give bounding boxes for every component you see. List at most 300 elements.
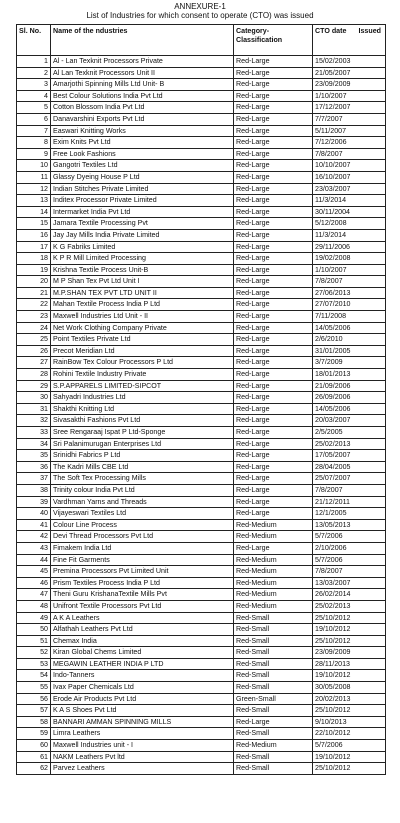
row-cto-date: 27/07/2010 <box>313 299 386 311</box>
row-sl-no: 33 <box>17 427 51 439</box>
table-row <box>17 183 386 195</box>
row-sl-no: 15 <box>17 218 51 230</box>
table-row <box>17 102 386 114</box>
row-sl-no: 8 <box>17 137 51 149</box>
row-industry-name: Amarjothi Spinning Mills Ltd Unit- B <box>51 79 234 91</box>
row-cto-date: 22/10/2012 <box>313 728 386 740</box>
row-category: Red-Large <box>234 322 313 334</box>
table-row <box>17 600 386 612</box>
row-industry-name: Jay Jay Mills India Private Limited <box>51 229 234 241</box>
row-cto-date: 21/09/2006 <box>313 380 386 392</box>
row-sl-no: 41 <box>17 519 51 531</box>
row-industry-name: Parvez Leathers <box>51 763 234 775</box>
row-industry-name: Indo-Tanners <box>51 670 234 682</box>
row-category: Red-Large <box>234 56 313 68</box>
row-sl-no: 31 <box>17 403 51 415</box>
row-sl-no: 11 <box>17 171 51 183</box>
row-category: Red-Small <box>234 682 313 694</box>
table-row <box>17 195 386 207</box>
row-sl-no: 55 <box>17 682 51 694</box>
table-row <box>17 67 386 79</box>
row-sl-no: 27 <box>17 357 51 369</box>
row-industry-name: Fine Fit Garments <box>51 554 234 566</box>
row-industry-name: Devi Thread Processors Pvt Ltd <box>51 531 234 543</box>
row-industry-name: Exim Knits Pvt Ltd <box>51 137 234 149</box>
row-industry-name: S.P.APPARELS LIMITED-SIPCOT <box>51 380 234 392</box>
row-industry-name: Premina Processors Pvt Limited Unit <box>51 566 234 578</box>
row-category: Red-Large <box>234 345 313 357</box>
table-row <box>17 276 386 288</box>
row-industry-name: Fimakem India Ltd <box>51 542 234 554</box>
row-sl-no: 43 <box>17 542 51 554</box>
row-category: Red-Medium <box>234 589 313 601</box>
header-cto-date-label: CTO date <box>315 27 347 35</box>
row-sl-no: 59 <box>17 728 51 740</box>
row-cto-date: 25/02/2013 <box>313 438 386 450</box>
table-row <box>17 299 386 311</box>
row-cto-date: 26/02/2014 <box>313 589 386 601</box>
row-cto-date: 31/01/2005 <box>313 345 386 357</box>
table-row <box>17 728 386 740</box>
table-row <box>17 357 386 369</box>
row-cto-date: 9/10/2013 <box>313 716 386 728</box>
row-industry-name: Prism Textiles Process India P Ltd <box>51 577 234 589</box>
row-sl-no: 5 <box>17 102 51 114</box>
table-row <box>17 461 386 473</box>
row-sl-no: 56 <box>17 693 51 705</box>
row-category: Red-Large <box>234 113 313 125</box>
row-sl-no: 52 <box>17 647 51 659</box>
row-category: Red-Large <box>234 79 313 91</box>
row-cto-date: 7/8/2007 <box>313 484 386 496</box>
row-cto-date: 21/05/2007 <box>313 67 386 79</box>
row-industry-name: Unifront Textile Processors Pvt Ltd <box>51 600 234 612</box>
row-category: Red-Large <box>234 183 313 195</box>
row-category: Red-Large <box>234 102 313 114</box>
row-cto-date: 26/09/2006 <box>313 392 386 404</box>
row-sl-no: 13 <box>17 195 51 207</box>
table-row <box>17 473 386 485</box>
row-category: Red-Large <box>234 206 313 218</box>
row-category: Red-Large <box>234 148 313 160</box>
table-row <box>17 496 386 508</box>
table-row <box>17 415 386 427</box>
table-row <box>17 531 386 543</box>
table-row <box>17 624 386 636</box>
row-category: Red-Small <box>234 728 313 740</box>
row-sl-no: 49 <box>17 612 51 624</box>
row-category: Red-Large <box>234 276 313 288</box>
row-category: Red-Large <box>234 484 313 496</box>
row-industry-name: NAKM Leathers Pvt ltd <box>51 751 234 763</box>
row-category: Red-Small <box>234 763 313 775</box>
document-subtitle: List of Industries for which consent to operate (CTO) was issued <box>86 11 314 20</box>
row-category: Red-Large <box>234 508 313 520</box>
row-cto-date: 19/02/2008 <box>313 253 386 265</box>
row-industry-name: M.P.SHAN TEX PVT LTD UNIT II <box>51 287 234 299</box>
row-category: Red-Small <box>234 751 313 763</box>
table-row <box>17 137 386 149</box>
row-industry-name: Glassy Dyeing House P Ltd <box>51 171 234 183</box>
row-cto-date: 25/10/2012 <box>313 612 386 624</box>
table-row <box>17 125 386 137</box>
table-row <box>17 542 386 554</box>
row-industry-name: Indian Stitches Private Limited <box>51 183 234 195</box>
row-category: Red-Large <box>234 334 313 346</box>
row-category: Red-Large <box>234 542 313 554</box>
row-industry-name: Easwari Knitting Works <box>51 125 234 137</box>
header-name: Name of the ndustries <box>51 25 234 56</box>
row-cto-date: 13/03/2007 <box>313 577 386 589</box>
row-sl-no: 51 <box>17 635 51 647</box>
row-cto-date: 16/10/2007 <box>313 171 386 183</box>
table-row <box>17 670 386 682</box>
row-category: Red-Large <box>234 369 313 381</box>
industries-table <box>16 24 386 775</box>
row-sl-no: 3 <box>17 79 51 91</box>
row-category: Red-Medium <box>234 600 313 612</box>
row-industry-name: Vijayeswari Textiles Ltd <box>51 508 234 520</box>
row-industry-name: Maxwell Industries Ltd Unit - II <box>51 311 234 323</box>
row-sl-no: 23 <box>17 311 51 323</box>
row-industry-name: Al Lan Texknit Processors Unit II <box>51 67 234 79</box>
row-industry-name: Ivax Paper Chemicals Ltd <box>51 682 234 694</box>
row-category: Red-Large <box>234 137 313 149</box>
table-row <box>17 508 386 520</box>
row-sl-no: 44 <box>17 554 51 566</box>
row-cto-date: 25/02/2013 <box>313 600 386 612</box>
row-category: Red-Large <box>234 357 313 369</box>
table-row <box>17 403 386 415</box>
row-category: Red-Large <box>234 403 313 415</box>
row-sl-no: 54 <box>17 670 51 682</box>
row-cto-date: 5/7/2006 <box>313 554 386 566</box>
row-category: Red-Small <box>234 658 313 670</box>
row-sl-no: 19 <box>17 264 51 276</box>
row-sl-no: 53 <box>17 658 51 670</box>
row-sl-no: 35 <box>17 450 51 462</box>
row-industry-name: Intermarket India Pvt Ltd <box>51 206 234 218</box>
table-row <box>17 438 386 450</box>
row-sl-no: 14 <box>17 206 51 218</box>
table-row <box>17 79 386 91</box>
row-category: Red-Large <box>234 218 313 230</box>
row-cto-date: 28/11/2013 <box>313 658 386 670</box>
row-category: Red-Small <box>234 624 313 636</box>
row-industry-name: Point Textiles Private Ltd <box>51 334 234 346</box>
row-sl-no: 46 <box>17 577 51 589</box>
row-cto-date: 1/10/2007 <box>313 264 386 276</box>
row-category: Red-Large <box>234 716 313 728</box>
row-industry-name: Erode Air Products Pvt Ltd <box>51 693 234 705</box>
table-row <box>17 716 386 728</box>
row-cto-date: 1/10/2007 <box>313 90 386 102</box>
table-row <box>17 241 386 253</box>
table-row <box>17 380 386 392</box>
row-cto-date: 7/11/2008 <box>313 311 386 323</box>
table-row <box>17 56 386 68</box>
table-row <box>17 566 386 578</box>
row-cto-date: 25/10/2012 <box>313 705 386 717</box>
row-category: Red-Small <box>234 635 313 647</box>
row-industry-name: Maxwell Industries unit - I <box>51 740 234 752</box>
row-cto-date: 15/02/2003 <box>313 56 386 68</box>
row-sl-no: 32 <box>17 415 51 427</box>
table-row <box>17 113 386 125</box>
row-cto-date: 7/12/2006 <box>313 137 386 149</box>
table-row <box>17 369 386 381</box>
table-row <box>17 740 386 752</box>
row-category: Red-Large <box>234 264 313 276</box>
row-cto-date: 3/7/2009 <box>313 357 386 369</box>
row-cto-date: 25/10/2012 <box>313 763 386 775</box>
table-row <box>17 554 386 566</box>
row-cto-date: 17/12/2007 <box>313 102 386 114</box>
row-cto-date: 18/01/2013 <box>313 369 386 381</box>
row-cto-date: 29/11/2006 <box>313 241 386 253</box>
row-sl-no: 61 <box>17 751 51 763</box>
row-industry-name: Trinity colour India Pvt Ltd <box>51 484 234 496</box>
row-cto-date: 20/03/2007 <box>313 415 386 427</box>
row-category: Red-Large <box>234 438 313 450</box>
row-industry-name: Sivasakthi Fashions Pvt Ltd <box>51 415 234 427</box>
row-industry-name: BANNARI AMMAN SPINNING MILLS <box>51 716 234 728</box>
row-cto-date: 25/10/2012 <box>313 635 386 647</box>
row-sl-no: 26 <box>17 345 51 357</box>
row-industry-name: Sahyadri Industries Ltd <box>51 392 234 404</box>
row-industry-name: Srinidhi Fabrics P Ltd <box>51 450 234 462</box>
row-category: Red-Large <box>234 67 313 79</box>
row-cto-date: 17/05/2007 <box>313 450 386 462</box>
table-row <box>17 148 386 160</box>
row-sl-no: 1 <box>17 56 51 68</box>
row-sl-no: 25 <box>17 334 51 346</box>
row-sl-no: 17 <box>17 241 51 253</box>
row-sl-no: 58 <box>17 716 51 728</box>
row-sl-no: 36 <box>17 461 51 473</box>
row-industry-name: Free Look Fashions <box>51 148 234 160</box>
row-sl-no: 21 <box>17 287 51 299</box>
row-sl-no: 2 <box>17 67 51 79</box>
table-row <box>17 322 386 334</box>
row-cto-date: 5/11/2007 <box>313 125 386 137</box>
row-industry-name: Cotton Blossom India Pvt Ltd <box>51 102 234 114</box>
row-category: Red-Large <box>234 90 313 102</box>
row-industry-name: Gangotri Textiles Ltd <box>51 160 234 172</box>
row-cto-date: 2/6/2010 <box>313 334 386 346</box>
row-sl-no: 34 <box>17 438 51 450</box>
row-cto-date: 25/07/2007 <box>313 473 386 485</box>
row-category: Red-Large <box>234 171 313 183</box>
table-row <box>17 253 386 265</box>
header-cto-date <box>313 25 386 56</box>
table-row <box>17 519 386 531</box>
row-sl-no: 20 <box>17 276 51 288</box>
row-industry-name: RainBow Tex Colour Processors P Ltd <box>51 357 234 369</box>
table-row <box>17 763 386 775</box>
table-body <box>17 56 386 775</box>
row-category: Red-Medium <box>234 740 313 752</box>
row-industry-name: Sree Rengaraaj Ispat P Ltd-Sponge <box>51 427 234 439</box>
row-sl-no: 10 <box>17 160 51 172</box>
row-sl-no: 12 <box>17 183 51 195</box>
table-row <box>17 427 386 439</box>
row-industry-name: Inditex Processor Private Limited <box>51 195 234 207</box>
row-cto-date: 7/8/2007 <box>313 148 386 160</box>
row-cto-date: 2/10/2006 <box>313 542 386 554</box>
table-row <box>17 693 386 705</box>
row-industry-name: Rohini Textile Industry Private <box>51 369 234 381</box>
row-industry-name: Kiran Global Chems Limited <box>51 647 234 659</box>
row-category: Red-Large <box>234 415 313 427</box>
row-cto-date: 30/05/2008 <box>313 682 386 694</box>
row-cto-date: 30/11/2004 <box>313 206 386 218</box>
row-sl-no: 48 <box>17 600 51 612</box>
row-industry-name: Shakthi Knitting Ltd <box>51 403 234 415</box>
table-row <box>17 705 386 717</box>
table-row <box>17 287 386 299</box>
row-industry-name: Danavarshini Exports Pvt Ltd <box>51 113 234 125</box>
row-category: Red-Small <box>234 705 313 717</box>
row-cto-date: 5/7/2006 <box>313 531 386 543</box>
header-category: Category-Classification <box>234 25 313 56</box>
row-industry-name: MEGAWIN LEATHER INDIA P LTD <box>51 658 234 670</box>
row-category: Green-Small <box>234 693 313 705</box>
table-row <box>17 751 386 763</box>
row-sl-no: 18 <box>17 253 51 265</box>
row-cto-date: 23/03/2007 <box>313 183 386 195</box>
table-row <box>17 206 386 218</box>
row-sl-no: 16 <box>17 229 51 241</box>
table-row <box>17 635 386 647</box>
table-row <box>17 612 386 624</box>
row-industry-name: Theni Guru KrishanaTextile Mills Pvt <box>51 589 234 601</box>
row-industry-name: Colour Line Process <box>51 519 234 531</box>
row-category: Red-Large <box>234 229 313 241</box>
row-industry-name: Mahan Textile Process India P Ltd <box>51 299 234 311</box>
table-row <box>17 90 386 102</box>
row-sl-no: 24 <box>17 322 51 334</box>
row-cto-date: 10/10/2007 <box>313 160 386 172</box>
row-category: Red-Large <box>234 427 313 439</box>
row-industry-name: Alfathah Leathers Pvt Ltd <box>51 624 234 636</box>
row-industry-name: The Kadri Mills CBE Ltd <box>51 461 234 473</box>
table-row <box>17 311 386 323</box>
row-cto-date: 5/12/2008 <box>313 218 386 230</box>
row-cto-date: 11/3/2014 <box>313 195 386 207</box>
table-row <box>17 334 386 346</box>
row-cto-date: 7/8/2007 <box>313 276 386 288</box>
row-category: Red-Medium <box>234 519 313 531</box>
row-industry-name: Precot Meridian Ltd <box>51 345 234 357</box>
row-industry-name: Net Work Clothing Company Private <box>51 322 234 334</box>
row-sl-no: 39 <box>17 496 51 508</box>
row-category: Red-Small <box>234 670 313 682</box>
row-sl-no: 22 <box>17 299 51 311</box>
row-industry-name: Chemax India <box>51 635 234 647</box>
row-industry-name: K G Fabriks Limited <box>51 241 234 253</box>
row-cto-date: 19/10/2012 <box>313 751 386 763</box>
row-category: Red-Large <box>234 496 313 508</box>
table-row <box>17 589 386 601</box>
row-industry-name: Vardhman Yarns and Threads <box>51 496 234 508</box>
row-category: Red-Large <box>234 473 313 485</box>
row-sl-no: 47 <box>17 589 51 601</box>
row-cto-date: 2/5/2005 <box>313 427 386 439</box>
row-sl-no: 45 <box>17 566 51 578</box>
row-category: Red-Large <box>234 450 313 462</box>
row-cto-date: 23/09/2009 <box>313 647 386 659</box>
row-category: Red-Large <box>234 380 313 392</box>
row-category: Red-Large <box>234 287 313 299</box>
table-row <box>17 392 386 404</box>
header-sl-no: Sl. No. <box>17 25 51 56</box>
row-category: Red-Medium <box>234 577 313 589</box>
row-sl-no: 60 <box>17 740 51 752</box>
table-row <box>17 229 386 241</box>
table-header-row <box>17 25 386 56</box>
row-category: Red-Medium <box>234 531 313 543</box>
row-category: Red-Large <box>234 241 313 253</box>
row-cto-date: 7/8/2007 <box>313 566 386 578</box>
row-cto-date: 14/05/2006 <box>313 322 386 334</box>
table-row <box>17 658 386 670</box>
row-industry-name: Krishna Textile Process Unit-B <box>51 264 234 276</box>
row-category: Red-Large <box>234 461 313 473</box>
table-row <box>17 171 386 183</box>
row-cto-date: 13/05/2013 <box>313 519 386 531</box>
row-cto-date: 23/09/2009 <box>313 79 386 91</box>
row-cto-date: 28/04/2005 <box>313 461 386 473</box>
row-cto-date: 20/02/2013 <box>313 693 386 705</box>
row-industry-name: Jamara Textile Processing Pvt <box>51 218 234 230</box>
row-sl-no: 42 <box>17 531 51 543</box>
document-title: ANNEXURE-1 <box>174 2 226 11</box>
row-industry-name: A K A Leathers <box>51 612 234 624</box>
row-category: Red-Large <box>234 392 313 404</box>
table-row <box>17 218 386 230</box>
row-industry-name: Al - Lan Texknit Processors Private <box>51 56 234 68</box>
row-cto-date: 11/3/2014 <box>313 229 386 241</box>
row-sl-no: 9 <box>17 148 51 160</box>
row-industry-name: M P Shan Tex Pvt Ltd Unit I <box>51 276 234 288</box>
row-sl-no: 28 <box>17 369 51 381</box>
row-category: Red-Small <box>234 647 313 659</box>
row-category: Red-Small <box>234 612 313 624</box>
row-cto-date: 19/10/2012 <box>313 624 386 636</box>
row-industry-name: The Soft Tex Processing Mills <box>51 473 234 485</box>
row-category: Red-Large <box>234 125 313 137</box>
row-cto-date: 14/05/2006 <box>313 403 386 415</box>
table-row <box>17 450 386 462</box>
table-row <box>17 647 386 659</box>
row-cto-date: 7/7/2007 <box>313 113 386 125</box>
row-sl-no: 6 <box>17 113 51 125</box>
row-category: Red-Large <box>234 311 313 323</box>
row-sl-no: 4 <box>17 90 51 102</box>
row-cto-date: 5/7/2006 <box>313 740 386 752</box>
row-category: Red-Medium <box>234 554 313 566</box>
row-cto-date: 12/1/2005 <box>313 508 386 520</box>
table-row <box>17 345 386 357</box>
header-issued-label: Issued <box>358 27 381 35</box>
row-cto-date: 21/12/2011 <box>313 496 386 508</box>
row-industry-name: Limra Leathers <box>51 728 234 740</box>
row-industry-name: Sri Palanimurugan Enterprises Ltd <box>51 438 234 450</box>
table-row <box>17 160 386 172</box>
row-sl-no: 30 <box>17 392 51 404</box>
table-row <box>17 682 386 694</box>
